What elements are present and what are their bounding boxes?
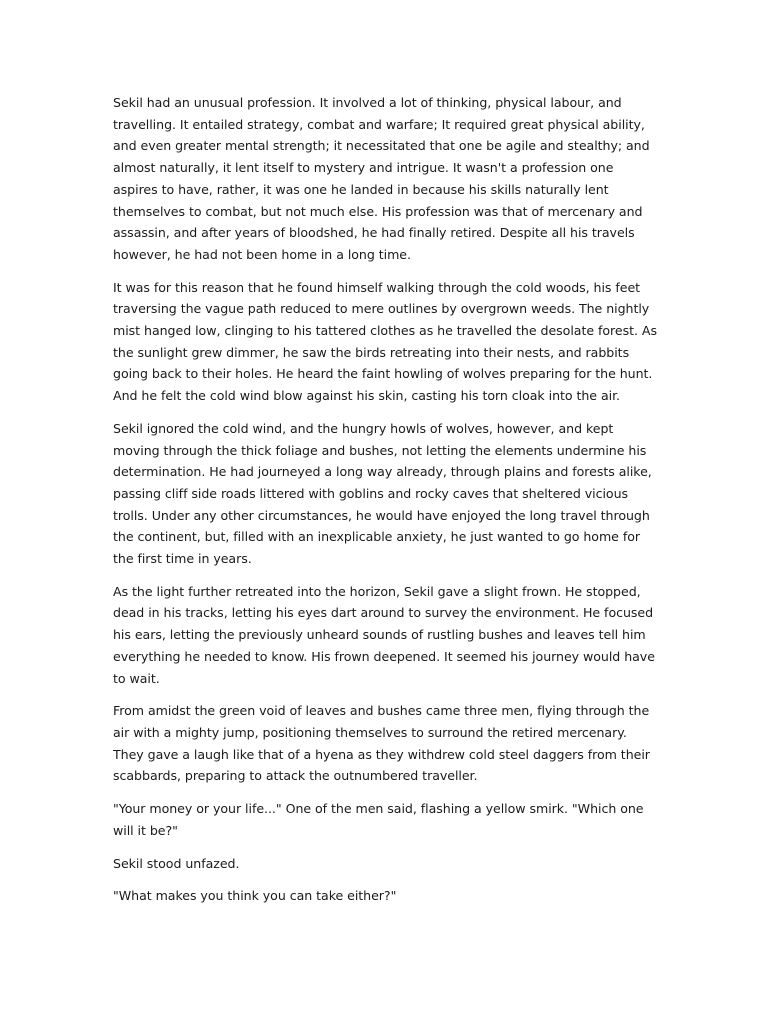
paragraph-4: As the light further retreated into the horizon, Sekil gave a slight frown. He stopped, dead in his tracks, letting his eyes dart around to survey the environment. He focused his ears, letting the previously unheard sounds of rustling bushes and leaves tell him everything he needed to know. His frown deepened. It seemed his journey would have to wait.: [113, 583, 655, 686]
document-body: [113, 92, 657, 907]
paragraph-7: Sekil stood unfazed.: [113, 855, 240, 871]
paragraph-1: Sekil had an unusual profession. It involved a lot of thinking, physical labour, and travelling. It entailed strategy, combat and warfare; It required great physical ability, and even greater mental strength; it necessitated that one be agile and stealthy; and almost naturally, it lent itself to mystery and intrigue. It wasn't a profession one aspires to have, rather, it was one he landed in because his skills naturally lent themselves to combat, but not much else. His profession was that of mercenary and assassin, and after years of bloodshed, he had finally retired. Despite all his travels however, he had not been home in a long time.: [113, 95, 650, 262]
paragraph-3: Sekil ignored the cold wind, and the hungry howls of wolves, however, and kept moving through the thick foliage and bushes, not letting the elements undermine his determination. He had journeyed a long way already, through plains and forests alike, passing cliff side roads littered with goblins and rocky caves that sheltered vicious trolls. Under any other circumstances, he would have enjoyed the long travel through the continent, but, filled with an inexplicable anxiety, he just wanted to go home for the first time in years.: [113, 420, 652, 567]
paragraph-6: "Your money or your life..." One of the men said, flashing a yellow smirk. "Which one will it be?": [113, 801, 644, 838]
paragraph-8: "What makes you think you can take either?": [113, 888, 397, 904]
paragraph-2: It was for this reason that he found himself walking through the cold woods, his feet traversing the vague path reduced to mere outlines by overgrown weeds. The nightly mist hanged low, clinging to his tattered clothes as he travelled the desolate forest. As the sunlight grew dimmer, he saw the birds retreating into their nests, and rabbits going back to their holes. He heard the faint howling of wolves preparing for the hunt. And he felt the cold wind blow against his skin, casting his torn cloak into the air.: [113, 279, 657, 404]
paragraph-5: From amidst the green void of leaves and bushes came three men, flying through the air with a mighty jump, positioning themselves to surround the retired mercenary. They gave a laugh like that of a hyena as they withdrew cold steel daggers from their scabbards, preparing to attack the outnumbered traveller.: [113, 703, 650, 784]
